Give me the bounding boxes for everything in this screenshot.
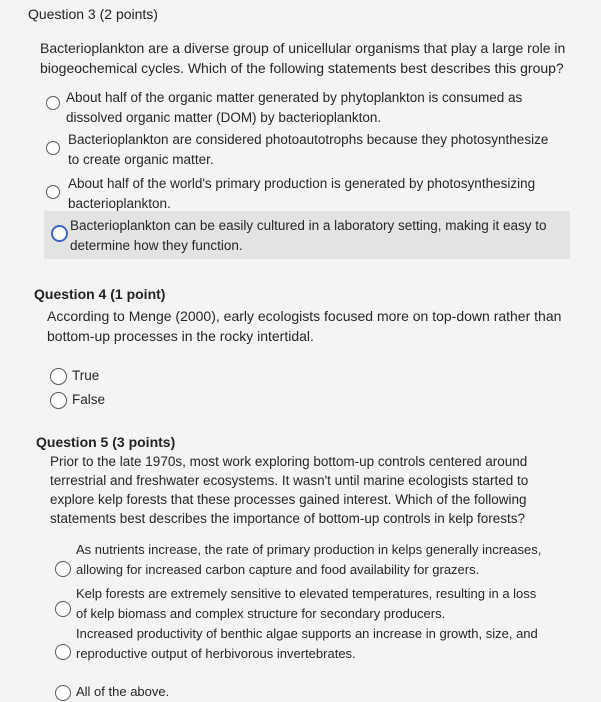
option-text-line1: As nutrients increase, the rate of primary production in kelps generally increases, [76,542,542,557]
question-3-title: Question 3 (2 points) [28,6,158,22]
option-text-line1: Bacterioplankton can be easily cultured in a laboratory setting, making it easy to [70,218,547,233]
question-3-text: Bacterioplankton are a diverse group of unicellular organisms that play a large role in biogeochemical cycles. Which of the following statements best describes this group? [40,40,566,76]
radio-button[interactable] [46,185,60,199]
radio-button[interactable] [51,225,68,242]
radio-button[interactable] [46,141,60,155]
option-text-line1: Bacterioplankton are considered photoautotrophs because they photosynthesize [68,132,549,147]
option-text-line1: About half of the organic matter generated by phytoplankton is consumed as [66,90,523,105]
option-text-line2: determine how they function. [70,238,243,253]
question-5-text-line1: Prior to the late 1970s, most work exploring bottom-up controls centered around [50,454,528,469]
option-text-line1: About half of the world's primary production is generated by photosynthesizing [68,176,536,191]
radio-button[interactable] [50,392,67,409]
option-text: False [72,392,106,407]
radio-button[interactable] [50,368,67,385]
option-text-line2: allowing for increased carbon capture and food availability for grazers. [76,562,480,577]
question-4-text-line2: bottom-up processes in the rocky intertidal. [47,328,314,344]
option-text-line2: dissolved organic matter (DOM) by bacterioplankton. [66,110,382,125]
question-4-text-line1: According to Menge (2000), early ecologists focused more on top-down rather than [47,308,562,324]
option-text-line2: of kelp biomass and complex structure for secondary producers. [76,606,446,621]
option-text-line1: Kelp forests are extremely sensitive to elevated temperatures, resulting in a loss [76,586,537,601]
option-text: True [72,368,100,383]
option-text-line2: bacterioplankton. [68,196,171,211]
radio-button[interactable] [55,644,71,660]
radio-button[interactable] [55,685,71,701]
question-5-text-line3: explore kelp forests that these processes gained interest. Which of the following [50,492,527,507]
radio-button[interactable] [55,601,71,617]
option-text-line2: to create organic matter. [68,152,214,167]
radio-button[interactable] [46,96,60,110]
question-5-text-line2: terrestrial and freshwater ecosystems. It wasn't until marine ecologists started to [50,473,529,488]
question-4-title: Question 4 (1 point) [34,286,166,302]
question-5-title: Question 5 (3 points) [36,434,176,450]
option-text-line2: reproductive output of herbivorous invertebrates. [76,646,356,661]
radio-button[interactable] [55,561,71,577]
question-5-text-line4: statements best describes the importance of bottom-up controls in kelp forests? [50,511,525,526]
option-text-line1: Increased productivity of benthic algae supports an increase in growth, size, and [76,626,538,641]
option-text-line1: All of the above. [76,684,170,699]
